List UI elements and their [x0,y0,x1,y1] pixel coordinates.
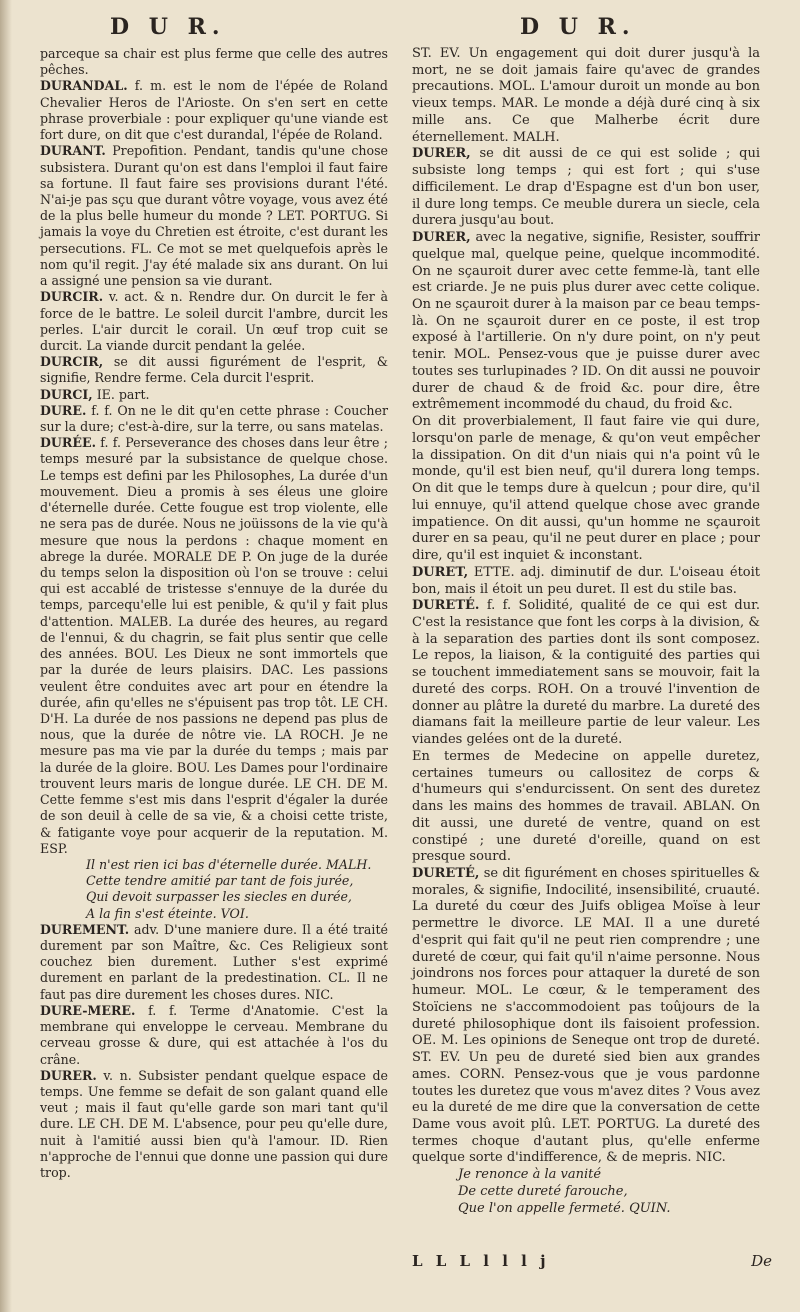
entry-text: En termes de Medecine on appelle duretez, certaines tumeurs ou callositez de corps & d'humeurs qui s'endurcissent. On sent des duretez dans les mains des hommes de travail. ABLAN. On dit aussi, une dureté de ventre, quand on est constipé ; une dureté d'oreille, quand on est presque sourd. [412,748,760,865]
entry-headword: DURER, [412,230,471,246]
signature-mark: L L L l l l j [412,1252,550,1270]
entry-headword: DURANT. [40,143,106,159]
dictionary-entry [412,230,760,414]
verse-line: Que l'on appelle fermeté. QUIN. [458,1200,671,1216]
entry-headword: DURÉE. [40,435,96,451]
entry-text: f. f. On ne le dit qu'en cette phrase : Coucher sur la dure; c'est-à-dire, sur la terre, ou sans matelas. [40,402,388,435]
dictionary-entry [40,46,388,78]
running-head-right: D U R. [520,14,636,40]
entry-text: avec la negative, signifie, Resister, souffrir quelque mal, quelque peine, quelque incommodité. On ne sçauroit durer avec cette femme-là, tant elle est criarde. Je ne puis plus durer avec cette colique. On ne sçauroit durer à la maison par ce beau temps-là. On ne sçauroit durer en ce poste, il est trop exposé à l'artillerie. On n'y dure point, on n'y peut tenir. MOL. Pensez-vous que je puisse durer avec toutes ses turlupinades ? ID. On dit aussi ne pouvoir durer de chaud & de froid &c. pour dire, être extrêmement incommodé du chaud, du froid &c. [412,230,760,413]
entry-text: f. f. Solidité, qualité de ce qui est dur. C'est la resistance que font les corps à la division, & à la separation des parties dont ils sont composez. Le repos, la liaison, & la contiguité des parties qui se touchent immediatement sans se mouvoir, fait la dureté des corps. ROH. On a trouvé l'invention de donner au plâtre la dureté du marbre. La dureté des diamans fait la meilleure partie de leur valeur. Les viandes gelées ont de la dureté. [412,598,760,748]
entry-text: se dit figurément en choses spirituelles & morales, & signifie, Indocilité, insensibilité, cruauté. La dureté du cœur des Juifs obligea Moïse à leur permettre le divorce. LE MAI. Il a une dureté d'esprit qui fait qu'il ne peut rien comprendre ; une dureté de cœur, qui fait qu'il n'aime personne. Nous joindrons nos forces pour attaquer la dureté de son humeur. MOL. Le cœur, & le temperament des Stoïciens ne s'accommodoient pas toûjours de la dureté philosophique dont ils faisoient profession. OE. M. Les opinions de Seneque ont trop de dureté. ST. EV. Un peu de dureté sied bien aux grandes ames. CORN. Pensez-vous que je vous pardonne toutes les duretez que vous m'avez dites ? Vous avez eu la dureté de me dire que la conversation de cette Dame vous avoit plû. LET. PORTUG. La dureté des termes choque d'autant plus, qu'elle enferme quelque sorte d'indifference, & de mepris. NIC. [412,865,760,1166]
entry-text: ETTE. adj. diminutif de dur. L'oiseau étoit bon, mais il étoit un peu duret. Il est du stile bas. [412,564,760,597]
dictionary-entry [412,598,760,749]
entry-headword: DURER, [412,146,471,162]
entry-headword: DURCIR, [40,354,104,370]
dictionary-entry [40,1068,388,1182]
left-column [40,46,388,1181]
entry-text: f. f. Perseverance des choses dans leur être ; temps mesuré par la subsistance de quelque chose. Le temps est defini par les Philosophes, La durée d'un mouvement. Dieu a promis à ses éleus une gloire d'éternelle durée. Cette fougue est trop violente, elle ne sera pas de durée. Nous ne joüissons de la vie qu'à mesure que nous la perdons : chaque moment en abrege la durée. MORALE DE P. On juge de la durée du temps selon la disposition où l'on se trouve : celui qui est accablé de tristesse s'ennuye de la durée du temps, parcequ'elle lui est penible, & qu'il y fait plus d'attention. MALEB. La durée des heures, au regard de l'ennui, & du chagrin, se fait plus sentir que celle des années. BOU. Les Dieux ne sont immortels que par la durée de leurs plaisirs. DAC. Les passions veulent être conduites avec art pour en étendre la durée, afin qu'elles ne s'épuisent pas trop tôt. LE CH. D'H. La durée de nos passions ne depend pas plus de nous, que la durée de nôtre vie. LA ROCH. Je ne mesure pas ma vie par la durée du temps ; mais par la durée de la gloire. BOU. Les Dames pour l'ordinaire trouvent leurs maris de longue durée. LE CH. DE M. Cette femme s'est mis dans l'esprit d'égaler la durée de son deuil à celle de sa vie, & a choisi cette triste, & fatigante voye pour acquerir de la reputation. M. ESP. [40,435,388,856]
verse-quote [40,857,388,922]
entry-headword: DURETÉ, [412,865,480,881]
entry-text: se dit aussi de ce qui est solide ; qui subsiste long temps ; qui est fort ; qui s'use difficilement. Le drap d'Espagne est d'un bon user, il dure long temps. Ce meuble durera un siecle, cela durera jusqu'au bout. [412,146,761,229]
dictionary-entry [412,414,760,565]
entry-text: IE. part. [96,386,150,402]
dictionary-entry [40,78,388,143]
entry-headword: DURANDAL. [40,78,128,94]
entry-text: v. act. & n. Rendre dur. On durcit le fer à force de le battre. Le soleil durcit l'ambre, durcit les perles. L'air durcit le corail. Un œuf trop cuit se durcit. La viande durcit pendant la gelée. [40,289,388,353]
entry-text: f. m. est le nom de l'épée de Roland Chevalier Heros de l'Arioste. On s'en sert en cette phrase proverbiale : pour expliquer qu'une viande est fort dure, on dit que c'est durandal, l'épée de Roland. [40,78,388,143]
verse-line: De cette dureté farouche, [458,1183,628,1199]
verse-line: A la fin s'est éteinte. VOI. [86,905,249,921]
entry-headword: DURETÉ. [412,598,480,614]
page-gutter-shadow [0,0,12,1312]
verse-line: Il n'est rien ici bas d'éternelle durée. MALH. [86,856,372,872]
entry-headword: DURCIR. [40,289,104,305]
entry-text: se dit aussi figurément de l'esprit, & signifie, Rendre ferme. Cela durcit l'esprit. [40,354,388,386]
dictionary-entry [40,435,388,857]
entry-text: f. f. Terme d'Anatomie. C'est la membrane qui enveloppe le cerveau. Membrane du cerveau grosse & dure, qui est attachée à l'os du crâne. [40,1002,388,1067]
dictionary-entry [40,143,388,289]
entry-headword: DURE-MERE. [40,1002,136,1018]
catchword: De [751,1252,772,1270]
dictionary-entry [40,922,388,1003]
entry-text: On dit proverbialement, Il faut faire vie qui dure, lorsqu'on parle de menage, & qu'on veut empêcher la dissipation. On dit d'un niais qui n'a point vû le monde, qu'il est bien neuf, qu'il durera long temps. On dit que le temps dure à quelcun ; pour dire, qu'il lui ennuye, qu'il attend quelque chose avec grande impatience. On dit aussi, qu'un homme ne sçauroit durer en sa peau, qu'il ne peut durer en place ; pour dire, qu'il est inquiet & inconstant. [412,414,760,564]
right-column [412,46,760,1217]
entry-text: adv. D'une maniere dure. Il a été traité durement par son Maître, &c. Ces Religieux sont couchez bien durement. Luther s'est exprimé durement en parlant de la predestination. CL. Il ne faut pas dire durement les choses dures. NIC. [40,921,388,1002]
dictionary-entry [412,146,760,230]
dictionary-entry [40,354,388,386]
dictionary-entry [40,387,388,403]
dictionary-entry [412,46,760,146]
verse-line: Qui devoit surpasser les siecles en durée, [86,889,352,905]
dictionary-entry [412,565,760,598]
entry-text: ST. EV. Un engagement qui doit durer jusqu'à la mort, ne se doit jamais faire qu'avec de grandes precautions. MOL. L'amour duroit un monde au bon vieux temps. MAR. Le monde a déjà duré cinq à six mille ans. Ce que Malherbe écrit dure éternellement. MALH. [412,46,760,145]
dictionary-entry [412,749,760,866]
dictionary-entry [40,403,388,435]
entry-headword: DUREMENT. [40,921,130,937]
entry-headword: DURER. [40,1067,97,1083]
entry-text: Prepofition. Pendant, tandis qu'une chose subsistera. Durant qu'on est dans l'emploi il faut faire sa fortune. Il faut faire ses provisions durant l'été. N'ai-je pas sçu que durant vôtre voyage, vous avez été de la plus belle humeur du monde ? LET. PORTUG. Si jamais la voye du Chretien est étroite, c'est durant les persecutions. FL. Ce mot se met quelquefois après le nom qu'il regit. J'ay été malade six ans durant. On lui a assigné une pension sa vie durant. [40,143,388,289]
verse-quote [412,1167,760,1217]
dictionary-entry [40,1003,388,1068]
entry-text: v. n. Subsister pendant quelque espace de temps. Une femme se defait de son galant quand elle veut ; mais il faut qu'elle garde son mari tant qu'il dure. LE CH. DE M. L'absence, pour peu qu'elle dure, nuit à l'amitié aussi bien qu'à l'amour. ID. Rien n'approche de l'ennui que donne une passion qui dure trop. [40,1067,388,1181]
dictionary-entry [412,866,760,1167]
entry-text: parceque sa chair est plus ferme que celle des autres pêches. [40,46,388,78]
running-head-left: D U R. [110,14,226,40]
running-header [0,6,800,46]
entry-headword: DURE. [40,402,87,418]
verse-line: Cette tendre amitié par tant de fois jurée, [86,873,354,889]
verse-line: Je renonce à la vanité [458,1167,602,1183]
page-footer [412,1252,772,1270]
entry-headword: DURET, [412,564,469,580]
entry-headword: DURCI, [40,386,93,402]
dictionary-entry [40,289,388,354]
